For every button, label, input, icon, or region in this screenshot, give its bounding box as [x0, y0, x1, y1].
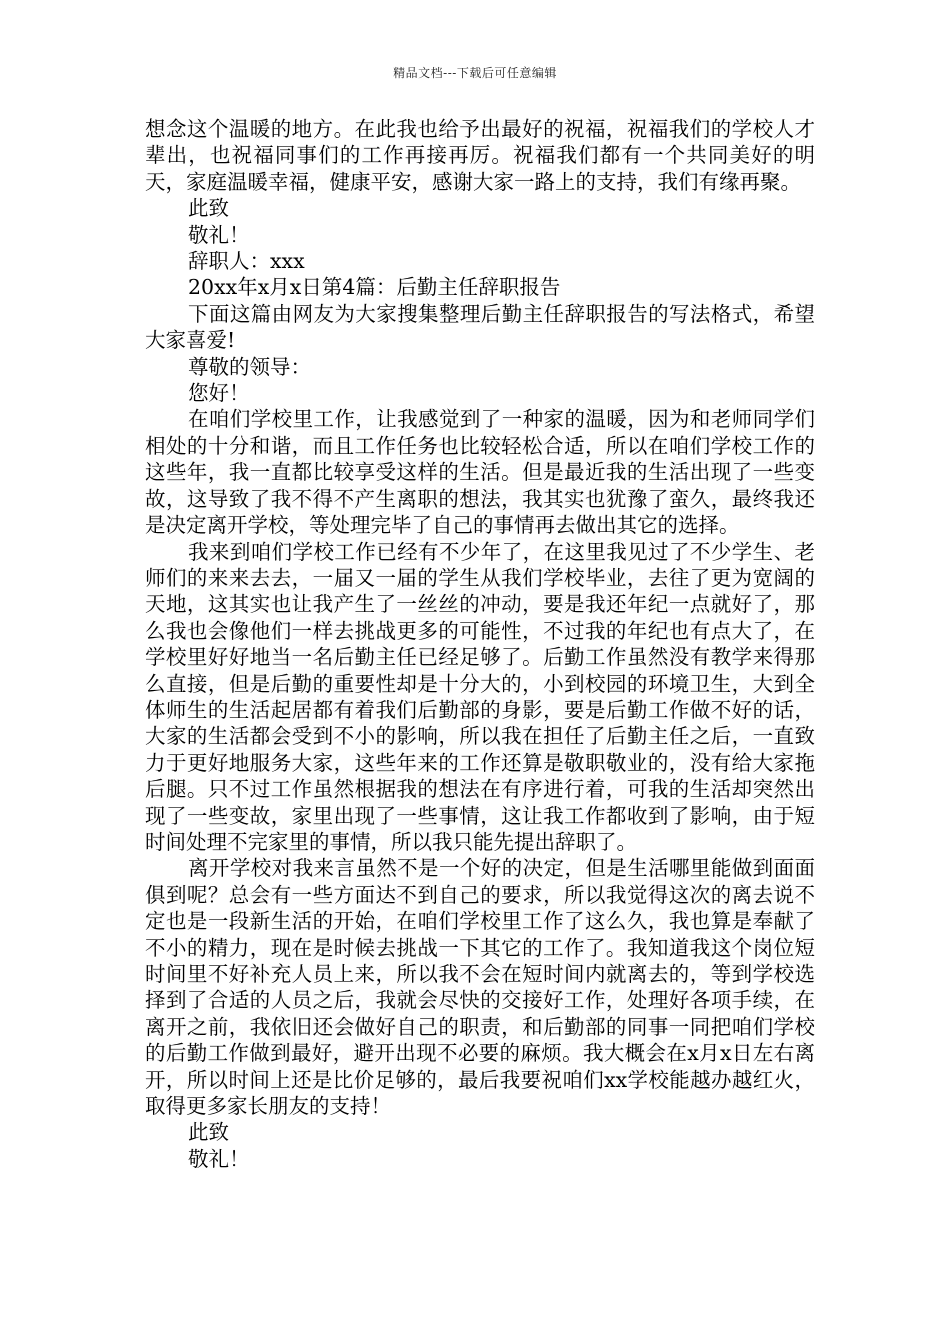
paragraph-closing-cizhi: 此致 [188, 1120, 229, 1145]
paragraph-body-3: 离开学校对我来言虽然不是一个好的决定，但是生活哪里能做到面面俱到呢？总会有一些方面达不到自己的要求，所以我觉得这次的离去说不定也是一段新生活的开始，在咱们学校里工作了这么久，我也算是奉献了不小的精力，现在是时候去挑战一下其它的工作了。我知道我这个岗位短时间里不好补充人员上来，所以我不会在短时间内就离去的，等到学校选择到了合适的人员之后，我就会尽快的交接好工作，处理好各项手续，在离开之前，我依旧还会做好自己的职责，和后勤部的同事一同把咱们学校的后勤工作做到最好，避开出现不必要的麻烦。我大概会在x月x日左右离开，所以时间上还是比价足够的，最后我要祝咱们xx学校能越办越红火，取得更多家长朋友的支持！ [145, 856, 815, 1119]
paragraph-body-2: 我来到咱们学校工作已经有不少年了，在这里我见过了不少学生、老师们的来来去去，一届又一届的学生从我们学校毕业，去往了更为宽阔的天地，这其实也让我产生了一丝丝的冲动，要是我还年纪一点就好了，那么我也会像他们一样去挑战更多的可能性，不过我的年纪也有点大了，在学校里好好地当一名后勤主任已经足够了。后勤工作虽然没有教学来得那么直接，但是后勤的重要性却是十分大的，小到校园的环境卫生，大到全体师生的生活起居都有着我们后勤部的身影，要是后勤工作做不好的话，大家的生活都会受到不小的影响，所以我在担任了后勤主任之后，一直致力于更好地服务大家，这些年来的工作还算是敬职敬业的，没有给大家拖后腿。只不过工作虽然根据我的想法在有序进行着，可我的生活却突然出现了一些变故，家里出现了一些事情，这让我工作都收到了影响，由于短时间处理不完家里的事情，所以我只能先提出辞职了。 [145, 539, 815, 854]
paragraph-date-and-title: 20xx年x月x日第4篇：后勤主任辞职报告 [188, 275, 561, 300]
paragraph-salutation-jingli: 敬礼！ [188, 222, 250, 247]
paragraph-greeting-leader: 尊敬的领导： [188, 354, 311, 379]
paragraph-salutation-cizhi: 此致 [188, 196, 229, 221]
paragraph-greeting-hello: 您好！ [188, 381, 250, 406]
paragraph-signature: 辞职人：xxx [188, 249, 305, 274]
paragraph-body-1: 在咱们学校里工作，让我感觉到了一种家的温暖，因为和老师同学们相处的十分和谐，而且工作任务也比较轻松合适，所以在咱们学校工作的这些年，我一直都比较享受这样的生活。但是最近我的生活出现了一些变故，这导致了我不得不产生离职的想法，我其实也犹豫了蛮久，最终我还是决定离开学校，等处理完毕了自己的事情再去做出其它的选择。 [145, 407, 815, 538]
paragraph-closing-wishes: 想念这个温暖的地方。在此我也给予出最好的祝福，祝福我们的学校人才辈出，也祝福同事们的工作再接再厉。祝福我们都有一个共同美好的明天，家庭温暖幸福，健康平安，感谢大家一路上的支持，我们有缘再聚。 [145, 117, 815, 194]
page-header: 精品文档---下载后可任意编辑 [393, 66, 557, 80]
paragraph-intro: 下面这篇由网友为大家搜集整理后勤主任辞职报告的写法格式，希望大家喜爱! [145, 301, 815, 353]
document-body [145, 116, 815, 1172]
paragraph-closing-jingli: 敬礼！ [188, 1146, 250, 1171]
